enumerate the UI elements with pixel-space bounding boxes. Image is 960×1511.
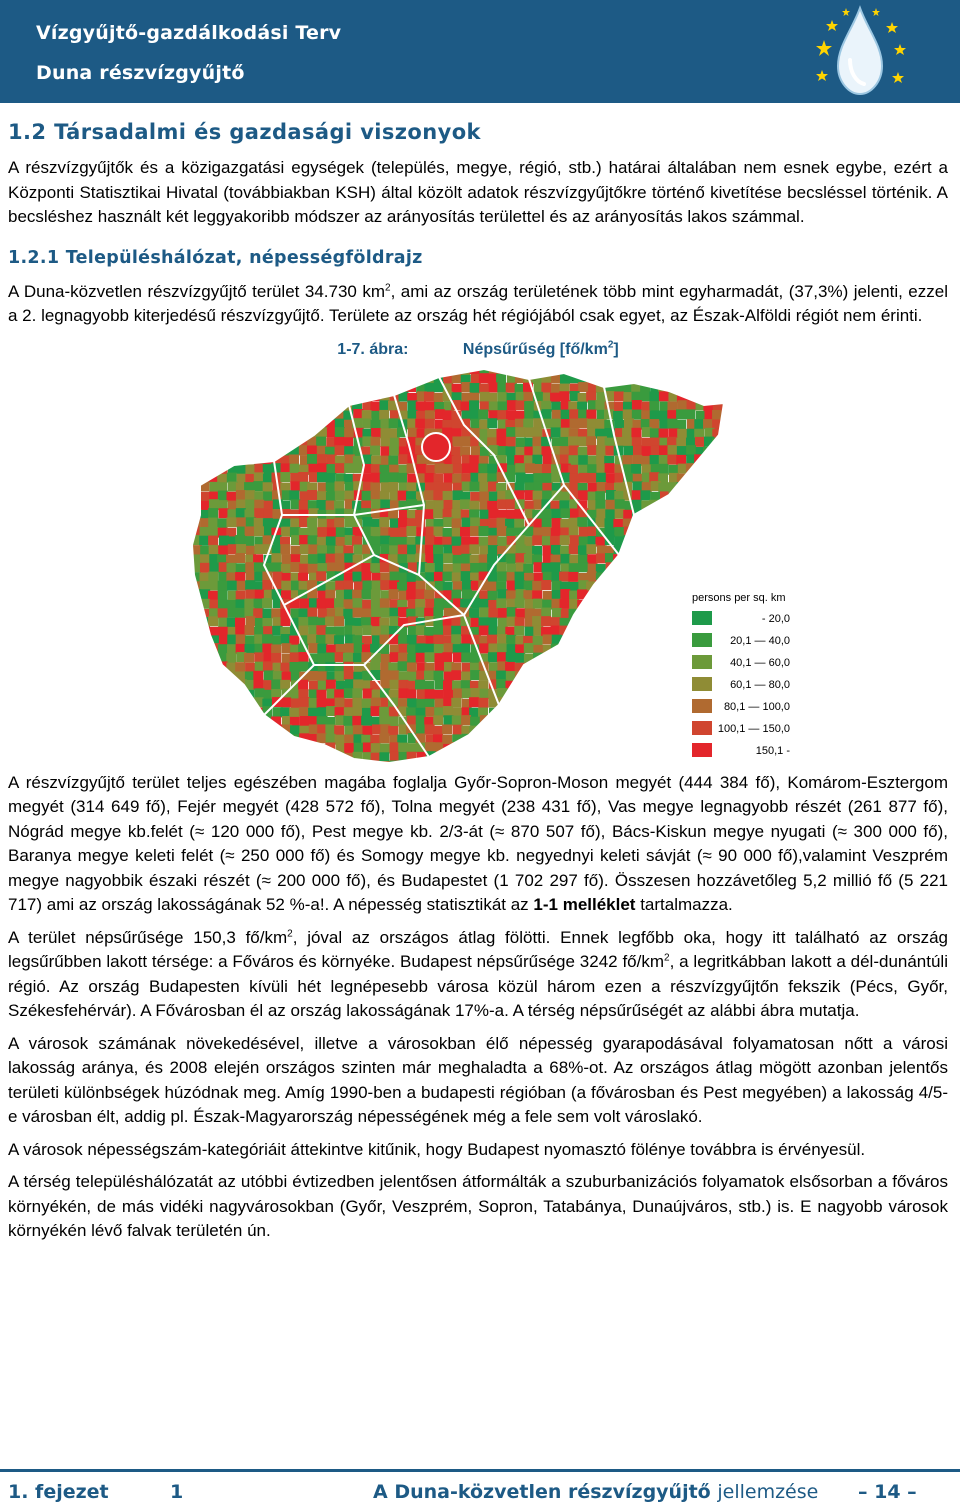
legend-label: 80,1 — 100,0 xyxy=(723,700,790,713)
page-header xyxy=(0,0,960,103)
page-content xyxy=(8,110,948,1244)
budapest-paragraph: A városok népességszám-kategóriáit áttekintve kitűnik, hogy Budapest nyomasztó fölénye továbbra is érvényesül. xyxy=(8,1139,866,1159)
suburbanization-paragraph: A térség településhálózatát az utóbbi évtizedben jelentősen átformálták a szuburbanizációs folyamatok elsősorban a főváros környékén, de más vidéki nagyvárosokban (Győr, Veszprém, Sopron, Tatabánya, Dunaújváros, stb.) is. E nagyobb városok környékén lévő falvak területén ún. xyxy=(8,1172,948,1240)
legend-label: - 20,0 xyxy=(761,612,790,625)
legend-label: 150,1 - xyxy=(755,744,790,757)
header-subtitle: Duna részvízgyűjtő xyxy=(36,62,245,84)
map-legend xyxy=(684,585,796,765)
footer-chapter-number: 1 xyxy=(170,1481,184,1503)
header-title: Vízgyűjtő-gazdálkodási Terv xyxy=(36,22,342,44)
density-paragraph: A terület népsűrűsége 150,3 $fő/km^2$, jóval az országos átlag fölötti. Ennek legfőbb oka, hogy itt található az ország legsűrűbben lakott térsége: a Főváros és környéke. Budapest népsűrűsége 3242 $fő/km^2$, a legritkábban lakott a dél-dunántúli régió. Az ország Budapesten kívüli hét legnépesebb városa közül három ezen a részvízgyűjtőn fekszik (Pécs, Győr, Székesfehérvár). A Fővárosban él az ország lakosságának 17%-a. A térség népsűrűségét az alábbi ábra mutatja. xyxy=(8,927,948,1020)
figure-caption xyxy=(8,341,948,359)
footer-chapter: 1. fejezet xyxy=(8,1481,109,1503)
water-drop-logo-icon xyxy=(812,0,908,103)
legend-swatch xyxy=(692,655,712,669)
legend-label: 40,1 — 60,0 xyxy=(730,656,790,669)
legend-swatch xyxy=(692,633,712,647)
footer-page-number: – 14 – xyxy=(858,1481,917,1503)
population-density-map xyxy=(164,365,796,765)
budapest-area xyxy=(423,434,449,460)
intro-paragraph: A részvízgyűjtők és a közigazgatási egységek (település, megye, régió, stb.) határai általában nem esnek egybe, ezért a Központi Statisztikai Hivatal (továbbiakban KSH) által közölt adatok részvízgyűjtőkre történő kivetítése becsléssel történik. A becsléshez használt két leggyakoribb módszer az arányosítás területtel és az arányosítás lakos számmal. xyxy=(8,158,948,226)
subsection-heading: 1.2.1 Településhálózat, népességföldrajz xyxy=(8,247,423,268)
area-paragraph: A Duna-közvetlen részvízgyűjtő terület 34.730 $km^2$, ami az ország területének több mint egyharmadát, (37,3%) jelenti, ezzel a 2. legnagyobb kiterjedésű részvízgyűjtő. Területe az ország hét régiójából csak egyet, az Észak-Alföldi régiót nem érinti. xyxy=(8,281,948,325)
figure-title: Népsűrűség $[fő/km^2]$ xyxy=(462,339,619,358)
counties-paragraph: A részvízgyűjtő terület teljes egészében magába foglalja Győr-Sopron-Moson megyét (444 384 fő), Komárom-Esztergom megyét (314 649 fő), Fejér megyét (428 572 fő), Tolna megyét (238 431 fő), Vas megye legnagyobb részét (261 877 fő), Nógrád megye kb.felét (≈ 120 000 fő), Pest megye kb. 2/3-át (≈ 870 507 fő), Bács-Kiskun megye nyugati (≈ 300 000 fő), Baranya megye keleti felét (≈ 250 000 fő) és Somogy megye kb. negyednyi keleti sávját (≈ 90 000 fő),valamint Veszprém megye nagyobbik északi részét (≈ 200 000 fő), és Budapestet (1 702 297 fő). Összesen hozzávetőleg 5,2 millió fő (5 221 717) ami az ország lakosságának 52 %-a!. A népesség statisztikát az 1-1 melléklet tartalmazza. xyxy=(8,772,948,914)
legend-swatch xyxy=(692,611,712,625)
legend-label: 100,1 — 150,0 xyxy=(717,722,790,735)
legend-label: 60,1 — 80,0 xyxy=(730,678,790,691)
legend-label: 20,1 — 40,0 xyxy=(730,634,790,647)
footer-title: A Duna-közvetlen részvízgyűjtő jellemzése xyxy=(373,1481,819,1503)
urbanization-paragraph: A városok számának növekedésével, illetve a városokban élő népesség gyarapodásával folyamatosan nőtt a városi lakosság aránya, és 2008 elején országos szinten már meghaladta a 68%-ot. Az országos átlag mögött azonban jelentős területi különbségek húzódnak meg. Amíg 1990-ben a budapesti régióban (a fővárosban és Pest megyében) a lakosság 4/5-e városban élt, addig pl. Észak-Magyarország népességének még a fele sem volt városlakó. xyxy=(8,1033,948,1126)
figure-label: 1-7. ábra: xyxy=(337,340,409,358)
section-heading: 1.2 Társadalmi és gazdasági viszonyok xyxy=(8,120,481,144)
legend-title: persons per sq. km xyxy=(692,591,786,604)
legend-swatch xyxy=(692,721,712,735)
legend-swatch xyxy=(692,743,712,757)
page-footer xyxy=(0,1469,960,1511)
legend-swatch xyxy=(692,699,712,713)
legend-swatch xyxy=(692,677,712,691)
